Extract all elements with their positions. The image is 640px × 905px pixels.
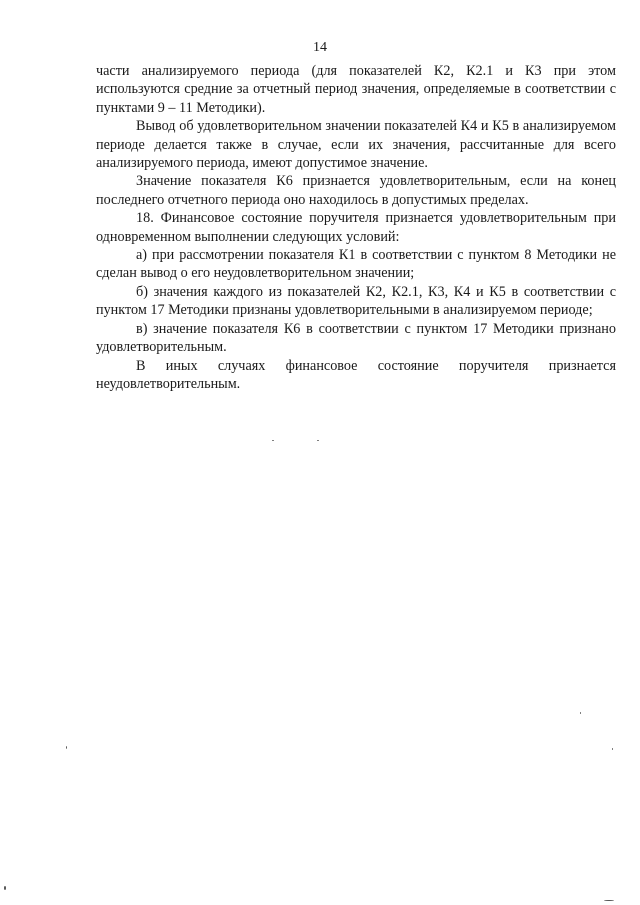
paragraph-7: в) значение показателя К6 в соответствии с пунктом 17 Методики признано удовлетворительным.	[96, 320, 616, 356]
scan-speck	[580, 712, 581, 714]
scan-speck	[317, 440, 319, 441]
scan-speck	[604, 900, 614, 901]
document-body	[96, 62, 616, 393]
paragraph-4: 18. Финансовое состояние поручителя признается удовлетворительным при одновременном выполнении следующих условий:	[96, 210, 616, 245]
paragraph-1: части анализируемого периода (для показателей К2, К2.1 и К3 при этом используются средние за отчетный период значения, определяемые в соответствии с пунктами 9 – 11 Методики).	[96, 63, 616, 116]
scan-speck	[4, 886, 6, 890]
paragraph-6: б) значения каждого из показателей К2, К2.1, К3, К4 и К5 в соответствии с пунктом 17 Методики признаны удовлетворительными в анализируемом периоде;	[96, 283, 616, 319]
scan-speck	[66, 746, 67, 749]
paragraph-2: Вывод об удовлетворительном значении показателей К4 и К5 в анализируемом периоде делается также в случае, если их значения, рассчитанные для всего анализируемого периода, имеют допустимое значение.	[96, 118, 616, 172]
scan-speck	[612, 748, 613, 750]
paragraph-3: Значение показателя К6 признается удовлетворительным, если на конец последнего отчетного периода оно находилось в допустимых пределах.	[96, 173, 616, 208]
page-number: 14	[313, 40, 327, 55]
paragraph-5: а) при рассмотрении показателя К1 в соответствии с пунктом 8 Методики не сделан вывод о его неудовлетворительном значении;	[96, 247, 616, 282]
paragraph-8: В иных случаях финансовое состояние поручителя признается неудовлетворительным.	[96, 357, 616, 392]
scan-speck	[272, 440, 274, 441]
